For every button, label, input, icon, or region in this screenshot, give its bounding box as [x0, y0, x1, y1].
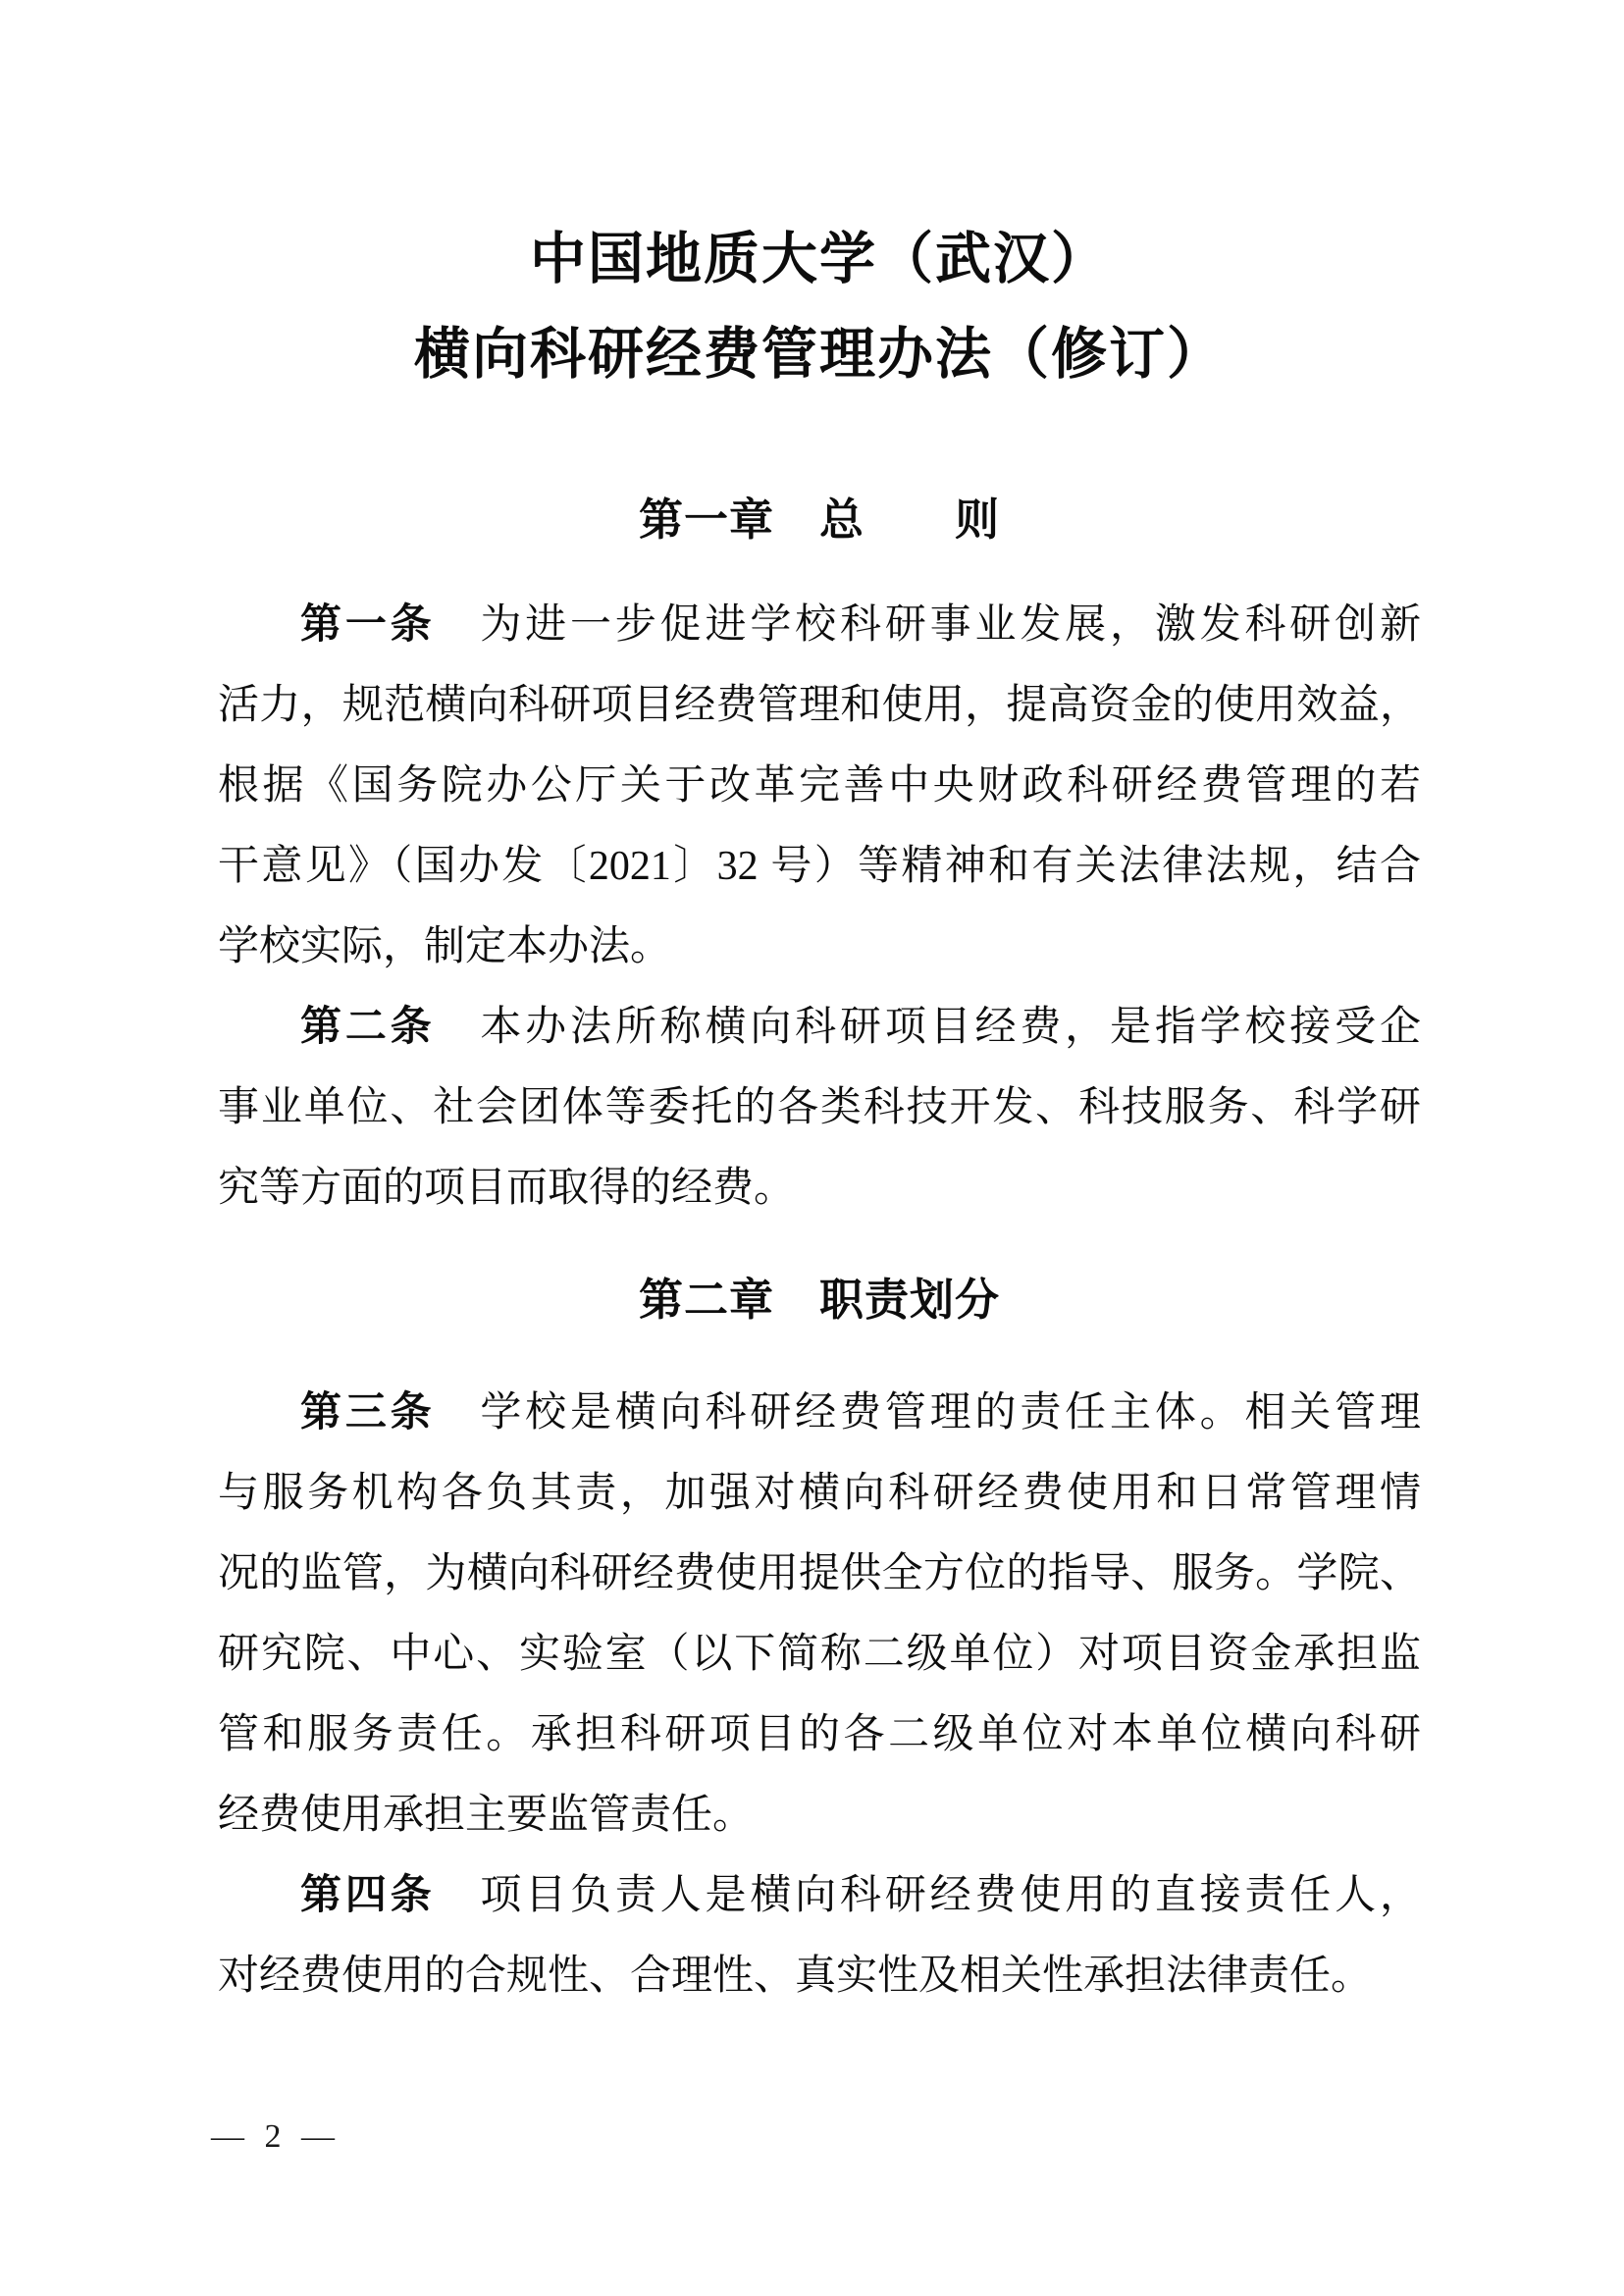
document-content: [218, 491, 1421, 2016]
article-paragraph: [218, 585, 1421, 987]
body-line: [218, 1534, 1421, 1614]
body-text: 对经费使用的合规性、合理性、真实性及相关性承担法律责任。: [218, 1954, 1373, 1999]
body-text: 干意见》（国办发〔2021〕32 号）等精神和有关法律法规，结合: [218, 844, 1421, 889]
chapter-heading: 第二章 职责划分: [638, 1276, 1000, 1325]
body-line: [218, 1936, 1421, 2016]
body-line: [218, 1068, 1421, 1148]
body-text: 经费使用承担主要监管责任。: [218, 1793, 755, 1838]
article-number-label: 第一条: [300, 602, 436, 648]
chapter-heading: 第一章 总 则: [638, 496, 1000, 545]
body-line: [218, 746, 1421, 826]
article-paragraph: [218, 1373, 1421, 1855]
body-line: [218, 1775, 1421, 1855]
body-line: [218, 826, 1421, 907]
article-paragraph: [218, 1855, 1421, 2016]
article-number-label: 第二条: [300, 1005, 436, 1050]
body-line: [218, 665, 1421, 746]
page-number: — 2 —: [211, 2118, 341, 2155]
body-text: 项目负责人是横向科研经费使用的直接责任人，: [435, 1873, 1421, 1918]
body-text: 究等方面的项目而取得的经费。: [218, 1166, 796, 1211]
article-number-label: 第四条: [300, 1873, 436, 1918]
body-line: [218, 1695, 1421, 1775]
body-text: 学校是横向科研经费管理的责任主体。相关管理: [435, 1390, 1421, 1435]
body-text: 研究院、中心、实验室（以下简称二级单位）对项目资金承担监: [218, 1632, 1421, 1677]
body-line: [218, 1614, 1421, 1695]
article-number-label: 第三条: [300, 1390, 436, 1435]
body-text: 为进一步促进学校科研事业发展，激发科研创新: [435, 602, 1421, 648]
body-line: [218, 1855, 1421, 1936]
body-line: [218, 907, 1421, 987]
body-line: [218, 585, 1421, 665]
document-title-line-1: 中国地质大学（武汉）: [530, 229, 1109, 290]
body-text: 根据《国务院办公厅关于改革完善中央财政科研经费管理的若: [218, 763, 1421, 809]
body-line: [218, 1148, 1421, 1228]
body-text: 事业单位、社会团体等委托的各类科技开发、科技服务、科学研: [218, 1085, 1421, 1130]
body-line: [218, 1453, 1421, 1534]
body-text: 况的监管，为横向科研经费使用提供全方位的指导、服务。学院、: [218, 1551, 1421, 1596]
body-text: 活力，规范横向科研项目经费管理和使用，提高资金的使用效益，: [218, 683, 1421, 728]
document-title-line-2: 横向科研经费管理办法（修订）: [414, 324, 1225, 386]
body-text: 管和服务责任。承担科研项目的各二级单位对本单位横向科研: [218, 1712, 1421, 1757]
body-text: 与服务机构各负其责，加强对横向科研经费使用和日常管理情: [218, 1471, 1421, 1516]
article-paragraph: [218, 987, 1421, 1228]
document-body: [218, 0, 1421, 2016]
body-text: 学校实际，制定本办法。: [218, 924, 672, 969]
body-line: [218, 1373, 1421, 1453]
body-line: [218, 987, 1421, 1068]
body-text: 本办法所称横向科研项目经费，是指学校接受企: [435, 1005, 1421, 1050]
